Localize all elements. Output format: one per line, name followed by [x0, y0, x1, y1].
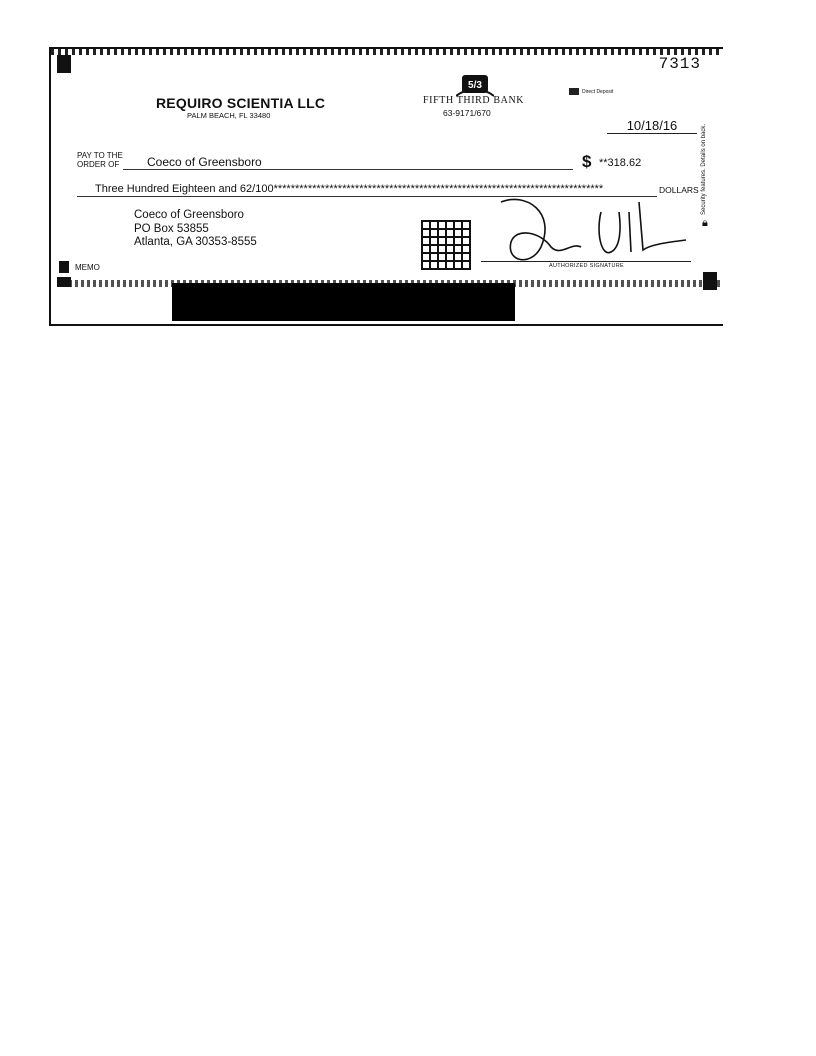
- address-line: Coeco of Greensboro: [134, 209, 244, 221]
- pay-to-label-line2: ORDER OF: [77, 160, 120, 169]
- deposit-stamp: [569, 88, 629, 95]
- security-features-text: Security features. Details on back.: [701, 123, 707, 215]
- corner-mark-icon: [703, 272, 717, 290]
- stamp-text: Direct Deposit: [582, 88, 614, 95]
- company-name: REQUIRO SCIENTIA LLC: [156, 95, 326, 111]
- dollars-label: DOLLARS: [659, 185, 699, 195]
- check-amount: **318.62: [599, 157, 642, 169]
- bank-check: [49, 47, 723, 326]
- amount-in-words: Three Hundred Eighteen and 62/100*****************************************************************************: [95, 183, 604, 195]
- corner-mark-icon: [57, 277, 71, 287]
- bank-name: FIFTH THIRD BANK: [423, 95, 525, 106]
- security-qr-icon: [421, 220, 471, 270]
- redaction-bar: [172, 283, 515, 321]
- check-top-border: [51, 47, 723, 55]
- company-address: PALM BEACH, FL 33480: [187, 111, 271, 120]
- payee-line: [123, 169, 573, 170]
- pay-to-label: [77, 151, 123, 169]
- svg-text:5/3: 5/3: [468, 80, 482, 91]
- signature-icon: [471, 192, 691, 272]
- corner-mark-icon: [57, 55, 71, 73]
- address-line: PO Box 53855: [134, 222, 209, 235]
- memo-label: MEMO: [75, 263, 100, 272]
- bank-routing: 63-9171/670: [443, 108, 491, 118]
- dollar-sign: $: [582, 152, 592, 171]
- authorized-signature-label: AUTHORIZED SIGNATURE: [549, 263, 624, 269]
- pay-to-label-line1: PAY TO THE: [77, 151, 123, 160]
- check-number: 7313: [658, 55, 701, 73]
- payee-address: [134, 209, 257, 250]
- stamp-icon: [569, 88, 579, 95]
- memo-mark-icon: [59, 261, 69, 273]
- check-date: 10/18/16: [607, 118, 697, 134]
- payee-name: Coeco of Greensboro: [147, 155, 262, 169]
- address-line: Atlanta, GA 30353-8555: [134, 236, 257, 248]
- signature-line: [481, 261, 691, 262]
- lock-icon: 🔒︎: [702, 217, 708, 229]
